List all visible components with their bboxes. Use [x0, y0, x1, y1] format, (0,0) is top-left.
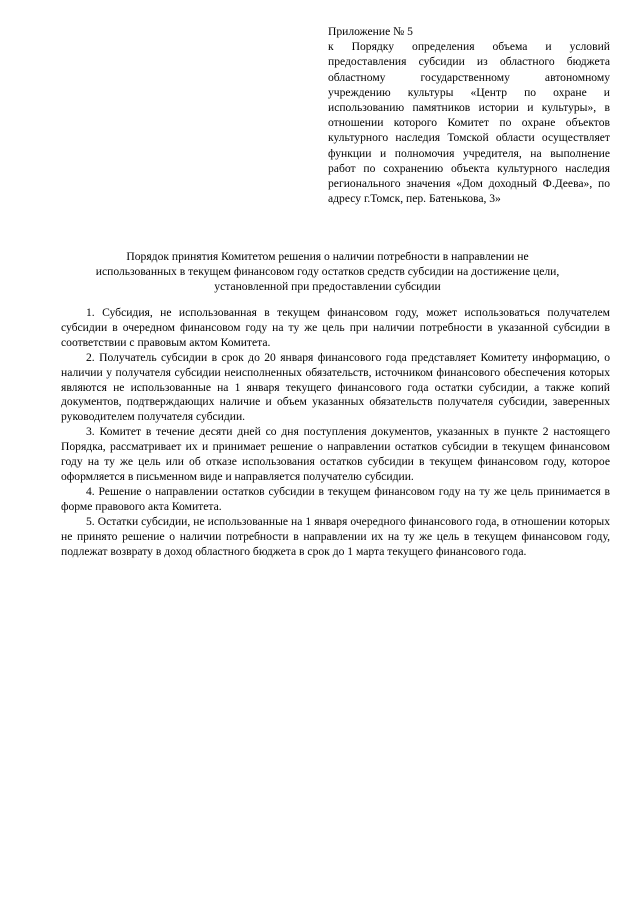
title-line-1: Порядок принятия Комитетом решения о наличии потребности в направлении не: [126, 250, 529, 263]
paragraph-5: 5. Остатки субсидии, не использованные на 1 января очередного финансового года, в отношении которых не принято решение о наличии потребности в направлении их на ту же цель в текущем финансовом году, подлежат возврату в доход областного бюджета в срок до 1 марта текущего финансового года.: [61, 514, 610, 558]
paragraph-3: 3. Комитет в течение десяти дней со дня поступления документов, указанных в пункте 2 настоящего Порядка, рассматривает их и принимает решение о направлении остатков субсидии в текущем финансовом году на ту же цель или об отказе использования остатков субсидии в текущем финансовом году, которое оформляется в письменном виде и направляется получателю субсидии.: [61, 425, 610, 483]
paragraph-2: 2. Получатель субсидии в срок до 20 января финансового года представляет Комитету информацию, о наличии у получателя субсидии неисполненных обязательств, источником финансового обеспечения которых являются не использованные на 1 января текущего финансового года остатки субсидии, а также копий документов, подтверждающих наличие и объем указанных обязательств получателя субсидии, заверенных руководителем получателя субсидии.: [61, 350, 610, 424]
document-body: [61, 306, 610, 559]
appendix-heading: Приложение № 5: [328, 25, 413, 38]
title-line-3: установленной при предоставлении субсидии: [214, 280, 441, 293]
appendix-block: [328, 24, 610, 206]
paragraph-1: 1. Субсидия, не использованная в текущем финансовом году, может использоваться получателем субсидии в очередном финансовом году на ту же цель при наличии потребности в указанной субсидии в соответствии с правовым актом Комитета.: [61, 306, 610, 349]
title-line-2: использованных в текущем финансовом году остатков средств субсидии на достижение цели,: [95, 265, 560, 278]
paragraph-4: 4. Решение о направлении остатков субсидии в текущем финансовом году на ту же цель принимается в форме правового акта Комитета.: [61, 484, 610, 513]
appendix-text: к Порядку определения объема и условий предоставления субсидии из областного бюджета областному государственному автономному учреждению культуры «Центр по охране и использованию памятников истории и культуры», в отношении которого Комитет по охране объектов культурного наследия Томской области осуществляет функции и полномочия учредителя, на выполнение работ по сохранению объекта культурного наследия регионального значения «Дом доходный Ф.Деева», по адресу г.Томск, пер. Батенькова, 3»: [328, 40, 610, 206]
document-title: [40, 249, 615, 294]
